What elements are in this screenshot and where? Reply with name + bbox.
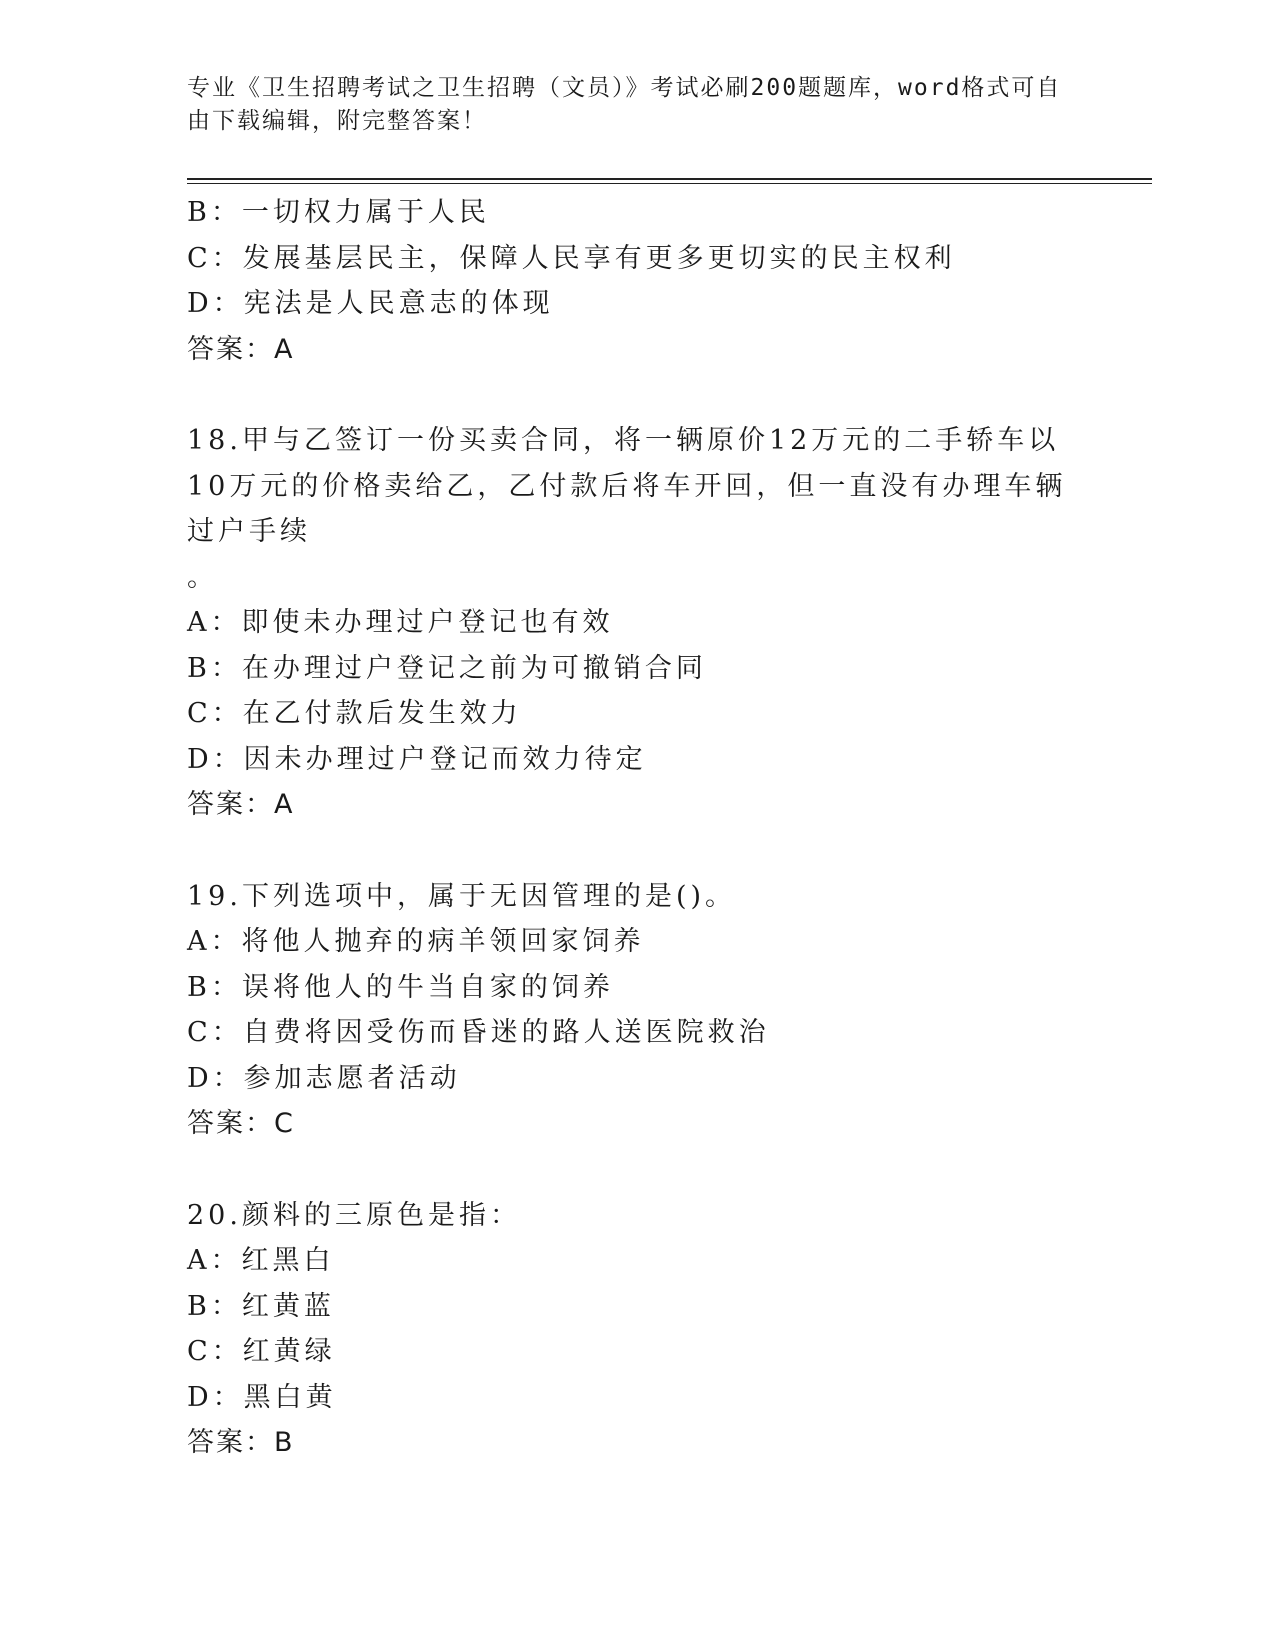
q17-option-d: D：宪法是人民意志的体现 [187,288,554,319]
q19-option-a: A：将他人抛弃的病羊领回家饲养 [187,926,645,957]
q20-question: 20.颜料的三原色是指： [187,1199,521,1231]
q18-answer: 答案：A [187,789,295,820]
q17-option-b: B：一切权力属于人民 [187,197,490,228]
q20-option-a: A：红黑白 [187,1245,335,1276]
q20-option-d: D：黑白黄 [187,1381,337,1413]
document-header: 专业《卫生招聘考试之卫生招聘（文员）》考试必刷200题题库，word格式可自由下载编辑，附完整答案！ [187,75,1062,134]
q20-answer: 答案：B [187,1427,295,1458]
document-body [187,190,1067,1466]
q18-question-end: 。 [187,561,218,593]
q19-question: 19.下列选项中，属于无因管理的是()。 [187,880,737,912]
q20-option-c: C：红黄绿 [187,1336,336,1367]
q17-answer: 答案：A [187,333,295,365]
header-rule [187,178,1152,184]
q18-option-b: B：在办理过户登记之前为可撤销合同 [187,652,707,684]
q19-option-b: B：误将他人的牛当自家的饲养 [187,971,614,1003]
q18-option-c: C：在乙付款后发生效力 [187,698,522,729]
q19-answer: 答案：C [187,1108,295,1139]
q18-question: 18.甲与乙签订一份买卖合同，将一辆原价12万元的二手轿车以10万元的价格卖给乙，乙付款后将车开回，但一直没有办理车辆过户手续 [187,425,1067,547]
q18-option-a: A：即使未办理过户登记也有效 [187,607,614,638]
q19-option-c: C：自费将因受伤而昏迷的路人送医院救治 [187,1017,770,1048]
q18-option-d: D：因未办理过户登记而效力待定 [187,743,647,775]
q17-option-c: C：发展基层民主，保障人民享有更多更切实的民主权利 [187,242,956,274]
q20-option-b: B：红黄蓝 [187,1290,335,1322]
q19-option-d: D：参加志愿者活动 [187,1062,461,1094]
